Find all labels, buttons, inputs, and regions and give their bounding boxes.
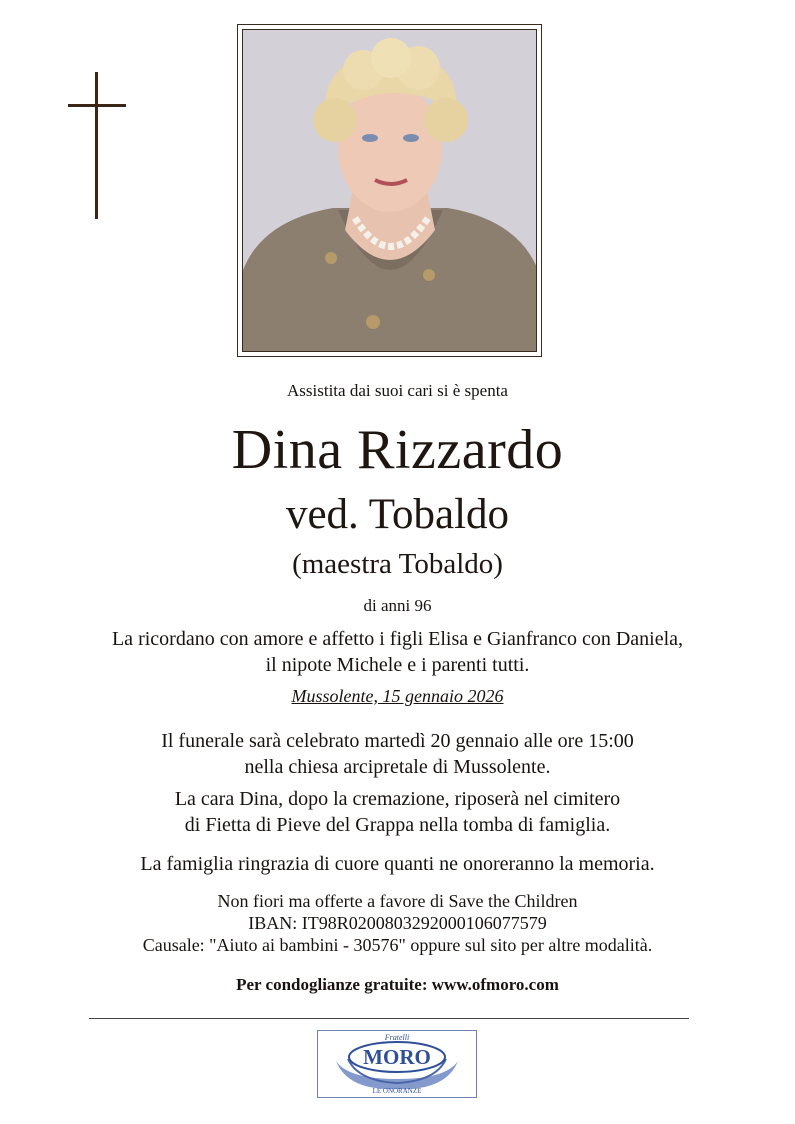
thanks-text: La famiglia ringrazia di cuore quanti ne onoreranno la memoria.	[140, 853, 655, 875]
cross-icon	[95, 72, 98, 219]
place-date	[0, 686, 795, 707]
condolences-link[interactable]: Per condoglianze gratuite: www.ofmoro.com	[236, 975, 559, 994]
intro-text: Assistita dai suoi cari si è spenta	[287, 381, 508, 400]
nickname: (maestra Tobaldo)	[292, 548, 503, 580]
mourners-line: La ricordano con amore e affetto i figli Elisa e Gianfranco con Daniela,	[111, 628, 684, 650]
logo-top-text: Fratelli	[384, 1033, 410, 1042]
logo-bottom-text: LE ONORANZE	[372, 1087, 422, 1095]
place-date-text: Mussolente, 15 gennaio 2026	[291, 686, 504, 706]
portrait-frame	[237, 24, 542, 357]
mourners-line: il nipote Michele e i parenti tutti.	[265, 654, 530, 676]
donation-info	[0, 890, 795, 956]
iban-line: IBAN: IT98R0200803292000106077579	[248, 913, 547, 933]
portrait-illustration	[243, 30, 537, 352]
widow-of: ved. Tobaldo	[285, 491, 510, 538]
logo-main-text: MORO	[363, 1045, 431, 1069]
deceased-name: Dina Rizzardo	[231, 419, 564, 481]
cremation-line: di Fietta di Pieve del Grappa nella tomba di famiglia.	[184, 814, 611, 836]
funeral-home-logo	[317, 1030, 477, 1098]
logo-graphic	[318, 1031, 476, 1097]
cross-icon-bar	[68, 104, 126, 107]
portrait-photo	[242, 29, 537, 352]
cremation-info	[0, 786, 795, 838]
divider	[89, 1018, 689, 1019]
funeral-line: nella chiesa arcipretale di Mussolente.	[244, 756, 551, 778]
funeral-info	[0, 728, 795, 780]
cremation-line: La cara Dina, dopo la cremazione, riposerà nel cimitero	[174, 788, 621, 810]
mourners-text	[0, 626, 795, 678]
funeral-line: Il funerale sarà celebrato martedì 20 gennaio alle ore 15:00	[161, 730, 634, 752]
donation-reason: Causale: "Aiuto ai bambini - 30576" oppure sul sito per altre modalità.	[142, 935, 653, 955]
donation-line: Non fiori ma offerte a favore di Save the Children	[217, 891, 578, 911]
age: di anni 96	[363, 596, 432, 615]
